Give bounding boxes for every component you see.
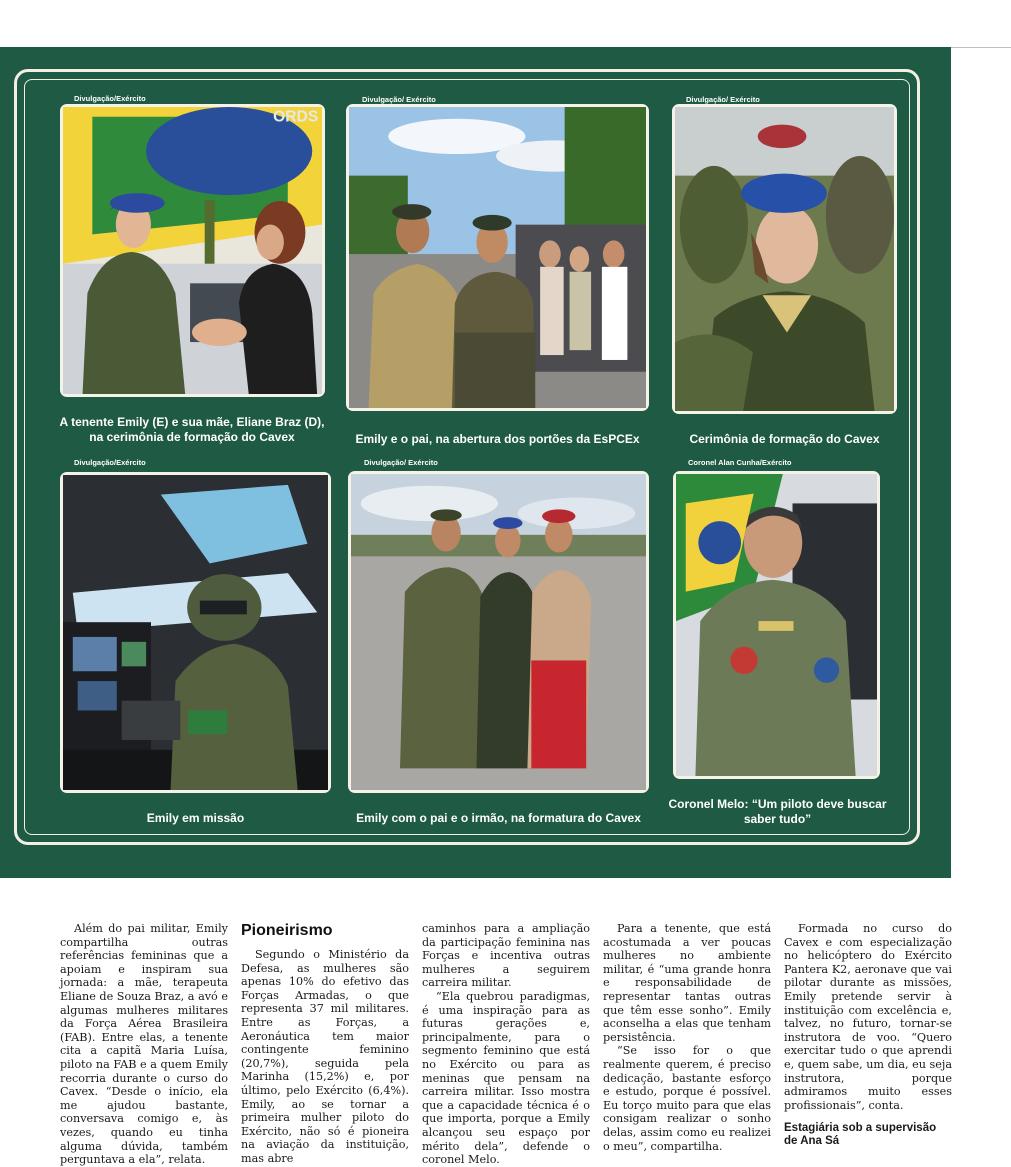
photo-cavex-ceremony [672,104,897,414]
article-column-1 [60,922,228,1167]
photo-emily-in-mission [60,472,331,793]
photo-caption: Cerimônia de formação do Cavex [689,432,880,446]
paragraph: Para a tenente, que está acostumada a ver poucas mulheres no ambiente militar, é “uma grande honra e responsabilidade de representar tantas outras que têm esse sonho”. Emily aconselha a elas que tenham persistência. [603,922,771,1044]
section-heading: Pioneirismo [241,922,333,939]
article-column-3 [422,922,590,1167]
paragraph: Segundo o Ministério da Defesa, as mulheres são apenas 10% do efetivo das Forças Armadas, o que representa 37 mil militares. Entre as Forças, a Aeronáutica tem maior contingente feminino (20,7%), seguida pela Marinha (15,2%) e, por último, pelo Exército (6,4%). Emily, ao se tornar a primeira mulher piloto do Exército, não só é pioneira na aviação da instituição, mas abre [241,948,409,1165]
photo-emily-and-mother [60,104,325,397]
svg-text:ORDS: ORDS [273,108,319,126]
photo-coronel-melo [673,471,880,779]
photo-credit: Divulgação/ Exército [364,458,438,467]
paragraph: “Se isso for o que realmente querem, é preciso dedicação, bastante esforço e estudo, porque é possível. Eu torço muito para que elas consigam realizar o sonho delas, assim como eu realizei o meu”, compartilha. [603,1044,771,1153]
photo-caption: Emily com o pai e o irmão, na formatura do Cavex [356,811,641,825]
photo-emily-in-mission-image [63,475,328,790]
paragraph: Formada no curso do Cavex e com especialização no helicóptero do Exército Pantera K2, aeronave que vai pilotar durante as missões, Emily pretende servir à instituição com excelência e, talvez, no futuro, tornar-se instrutora de voo. “Quero exercitar tudo o que aprendi e, quem sabe, um dia, eu seja instrutora, porque admiramos muito esses profissionais”, conta. [784,922,952,1112]
photo-caption: A tenente Emily (E) e sua mãe, Eliane Braz (D), na cerimônia de formação do Cavex [59,415,325,444]
photo-caption: Coronel Melo: “Um piloto deve buscar saber tudo” [668,797,887,826]
author-signature: Estagiária sob a supervisão de Ana Sá [784,1122,937,1148]
photo-gallery-panel [0,47,951,878]
photo-credit: Divulgação/ Exército [362,95,436,104]
photo-caption: Emily em missão [146,811,245,825]
article-column-5 [784,922,952,1148]
paragraph: caminhos para a ampliação da participação feminina nas Forças e incentiva outras mulheres a seguirem carreira militar. [422,922,590,990]
photo-credit: Divulgação/Exército [74,458,146,467]
paragraph: Além do pai militar, Emily compartilha outras referências femininas que a apoiam e inspiram sua jornada: a mãe, terapeuta Eliane de Souza Braz, a avó e algumas mulheres militares da Força Aérea Brasileira (FAB). Entre elas, a tenente cita a capitã Maria Luísa, piloto na FAB e a quem Emily recorria durante o curso do Cavex. “Desde o início, ela me ajudou bastante, conversava comigo e, às vezes, quando eu tinha alguma dúvida, também perguntava a ela”, relata. [60,922,228,1167]
photo-caption: Emily e o pai, na abertura dos portões da EsPCEx [355,432,640,446]
photo-credit: Divulgação/Exército [74,94,146,103]
photo-emily-father-brother-image [351,474,646,790]
photo-cavex-ceremony-image [675,107,894,411]
photo-emily-father-brother [348,471,649,793]
paragraph: “Ela quebrou paradigmas, é uma inspiração para as futuras gerações e, principalmente, para o segmento feminino que está no Exército ou para as meninas que pensam na carreira militar. Isso mostra que a capacidade técnica é o que importa, porque a Emily alcançou seu espaço por mérito dela”, defende o coronel Melo. [422,989,590,1167]
photo-emily-and-father-gates [346,104,649,411]
article-column-4 [603,922,771,1153]
photo-emily-and-mother-image [63,107,322,394]
photo-credit: Coronel Alan Cunha/Exército [688,458,792,467]
article-column-2 [241,922,409,1166]
photo-coronel-melo-image [676,474,877,776]
article-body [0,922,1011,1167]
photo-emily-and-father-gates-image [349,107,646,408]
photo-credit: Divulgação/ Exército [686,95,760,104]
